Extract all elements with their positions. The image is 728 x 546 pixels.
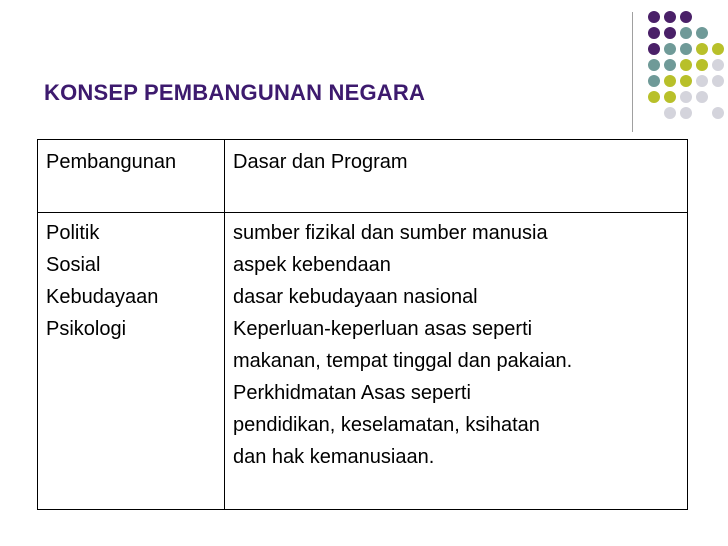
dot-grey bbox=[712, 59, 724, 71]
table-row bbox=[38, 213, 688, 510]
dot-teal bbox=[696, 27, 708, 39]
aspect-psikologi: Psikologi bbox=[46, 318, 127, 340]
detail-kebudayaan: dasar kebudayaan nasional bbox=[233, 286, 478, 308]
dot-purple bbox=[648, 27, 660, 39]
dot-olive bbox=[648, 91, 660, 103]
dot-olive bbox=[696, 43, 708, 55]
detail-politik: sumber fizikal dan sumber manusia bbox=[233, 222, 548, 244]
dot-teal bbox=[648, 59, 660, 71]
aspect-cell bbox=[38, 213, 225, 510]
column-header-dasar-program: Dasar dan Program bbox=[225, 140, 688, 213]
dot-purple bbox=[648, 43, 660, 55]
vertical-divider-line bbox=[632, 12, 633, 132]
dot-grey bbox=[680, 91, 692, 103]
dot-teal bbox=[680, 27, 692, 39]
aspect-sosial: Sosial bbox=[46, 254, 101, 276]
dot-teal bbox=[680, 43, 692, 55]
column-header-pembangunan: Pembangunan bbox=[38, 140, 225, 213]
decorative-dot-grid bbox=[0, 0, 728, 140]
dot-olive bbox=[712, 43, 724, 55]
dot-olive bbox=[664, 91, 676, 103]
dot-grey bbox=[664, 107, 676, 119]
dot-olive bbox=[680, 59, 692, 71]
dot-teal bbox=[648, 75, 660, 87]
dot-grey bbox=[712, 75, 724, 87]
dot-grey bbox=[680, 107, 692, 119]
detail-sosial: aspek kebendaan bbox=[233, 254, 391, 276]
dot-purple bbox=[664, 27, 676, 39]
detail-psikologi-line-1: Keperluan-keperluan asas seperti bbox=[233, 318, 533, 340]
dot-purple bbox=[664, 11, 676, 23]
detail-psikologi-line-4: pendidikan, keselamatan, ksihatan bbox=[233, 414, 540, 436]
aspect-kebudayaan: Kebudayaan bbox=[46, 286, 159, 308]
dot-olive bbox=[664, 75, 676, 87]
dot-olive bbox=[696, 59, 708, 71]
slide-title: KONSEP PEMBANGUNAN NEGARA bbox=[44, 80, 426, 105]
dot-grey bbox=[696, 75, 708, 87]
detail-psikologi-line-3: Perkhidmatan Asas seperti bbox=[233, 382, 471, 404]
dot-purple bbox=[680, 11, 692, 23]
detail-cell bbox=[225, 213, 688, 510]
detail-psikologi-line-5: dan hak kemanusiaan. bbox=[233, 446, 435, 468]
aspect-politik: Politik bbox=[46, 222, 100, 244]
dot-grey bbox=[696, 91, 708, 103]
table-header-row bbox=[38, 140, 688, 213]
dot-purple bbox=[648, 11, 660, 23]
dot-grey bbox=[712, 107, 724, 119]
concept-table bbox=[37, 139, 688, 510]
detail-psikologi-line-2: makanan, tempat tinggal dan pakaian. bbox=[233, 350, 573, 372]
dot-olive bbox=[680, 75, 692, 87]
dot-teal bbox=[664, 59, 676, 71]
dot-teal bbox=[664, 43, 676, 55]
